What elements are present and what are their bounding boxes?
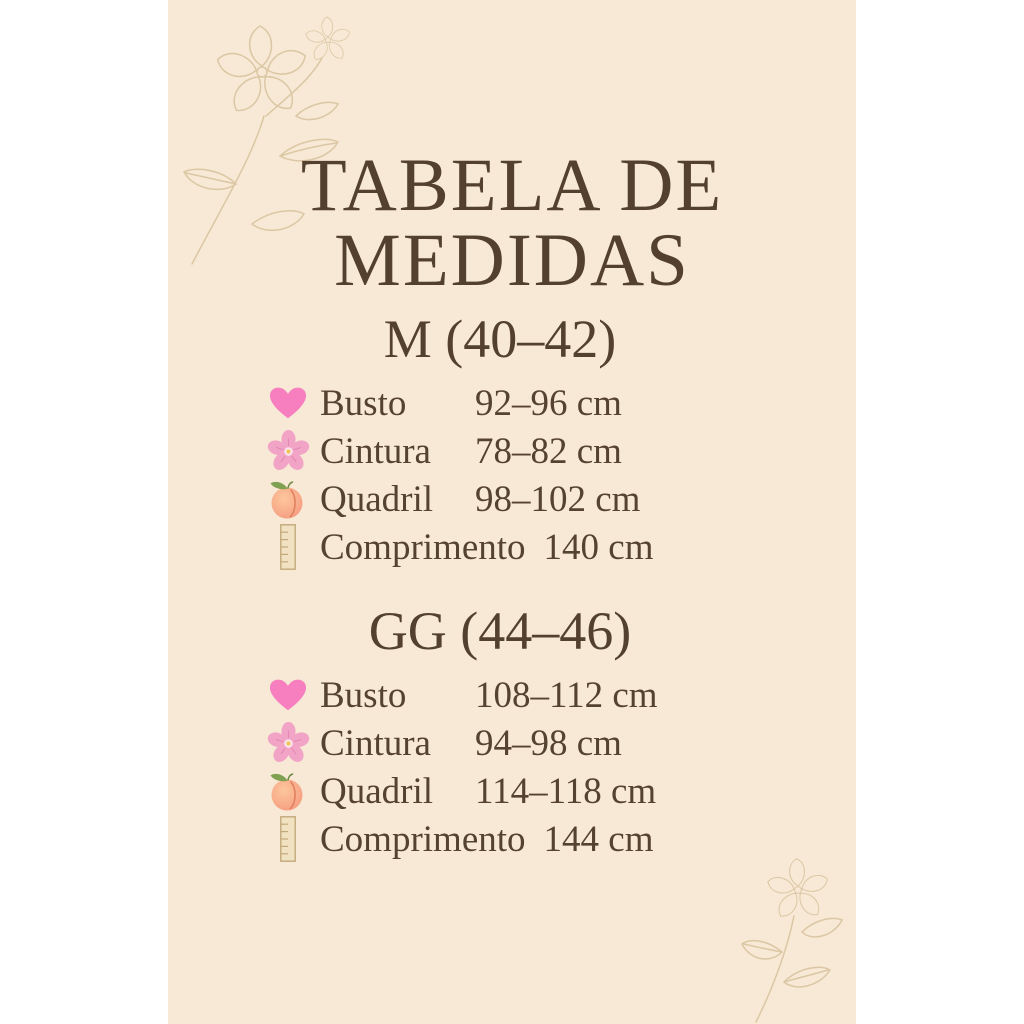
section-size-m [265,309,735,571]
measure-label: Busto [320,674,407,716]
flower-line-art-bottom-right [740,852,852,1024]
measure-label: Comprimento [320,818,526,860]
size-heading-m: M (40–42) [383,309,617,369]
measure-value: 114–118 cm [475,770,657,812]
measure-row-comprimento [265,815,735,863]
peach-icon [265,478,311,520]
measure-row-comprimento [265,523,735,571]
measure-label: Quadril [320,770,434,812]
measure-label: Cintura [320,722,431,764]
measure-label: Comprimento [320,526,526,568]
measure-rows-gg [265,671,735,863]
title-line-2: MEDIDAS [334,219,690,303]
measure-label: Busto [320,382,407,424]
ruler-icon [265,816,311,862]
measure-value: 78–82 cm [475,430,622,472]
measure-row-busto [265,671,735,719]
heart-icon [265,678,311,713]
measure-row-cintura [265,719,735,767]
measure-value: 140 cm [543,526,654,568]
measure-row-quadril [265,475,735,523]
section-size-gg [265,601,735,863]
measure-row-cintura [265,427,735,475]
ruler-icon [265,524,311,570]
measure-row-busto [265,379,735,427]
measure-value: 108–112 cm [475,674,658,716]
heart-icon [265,386,311,421]
cherry-blossom-icon [265,722,311,765]
measure-rows-m [265,379,735,571]
title-line-1: TABELA DE [300,144,724,228]
page-title [168,144,856,303]
peach-icon [265,770,311,812]
cherry-blossom-icon [265,430,311,473]
measure-value: 144 cm [543,818,654,860]
measure-row-quadril [265,767,735,815]
measure-label: Quadril [320,478,434,520]
measure-value: 94–98 cm [475,722,622,764]
measure-value: 92–96 cm [475,382,622,424]
measure-value: 98–102 cm [475,478,641,520]
size-heading-gg: GG (44–46) [368,601,632,661]
measure-label: Cintura [320,430,431,472]
chart-panel [168,0,856,1024]
